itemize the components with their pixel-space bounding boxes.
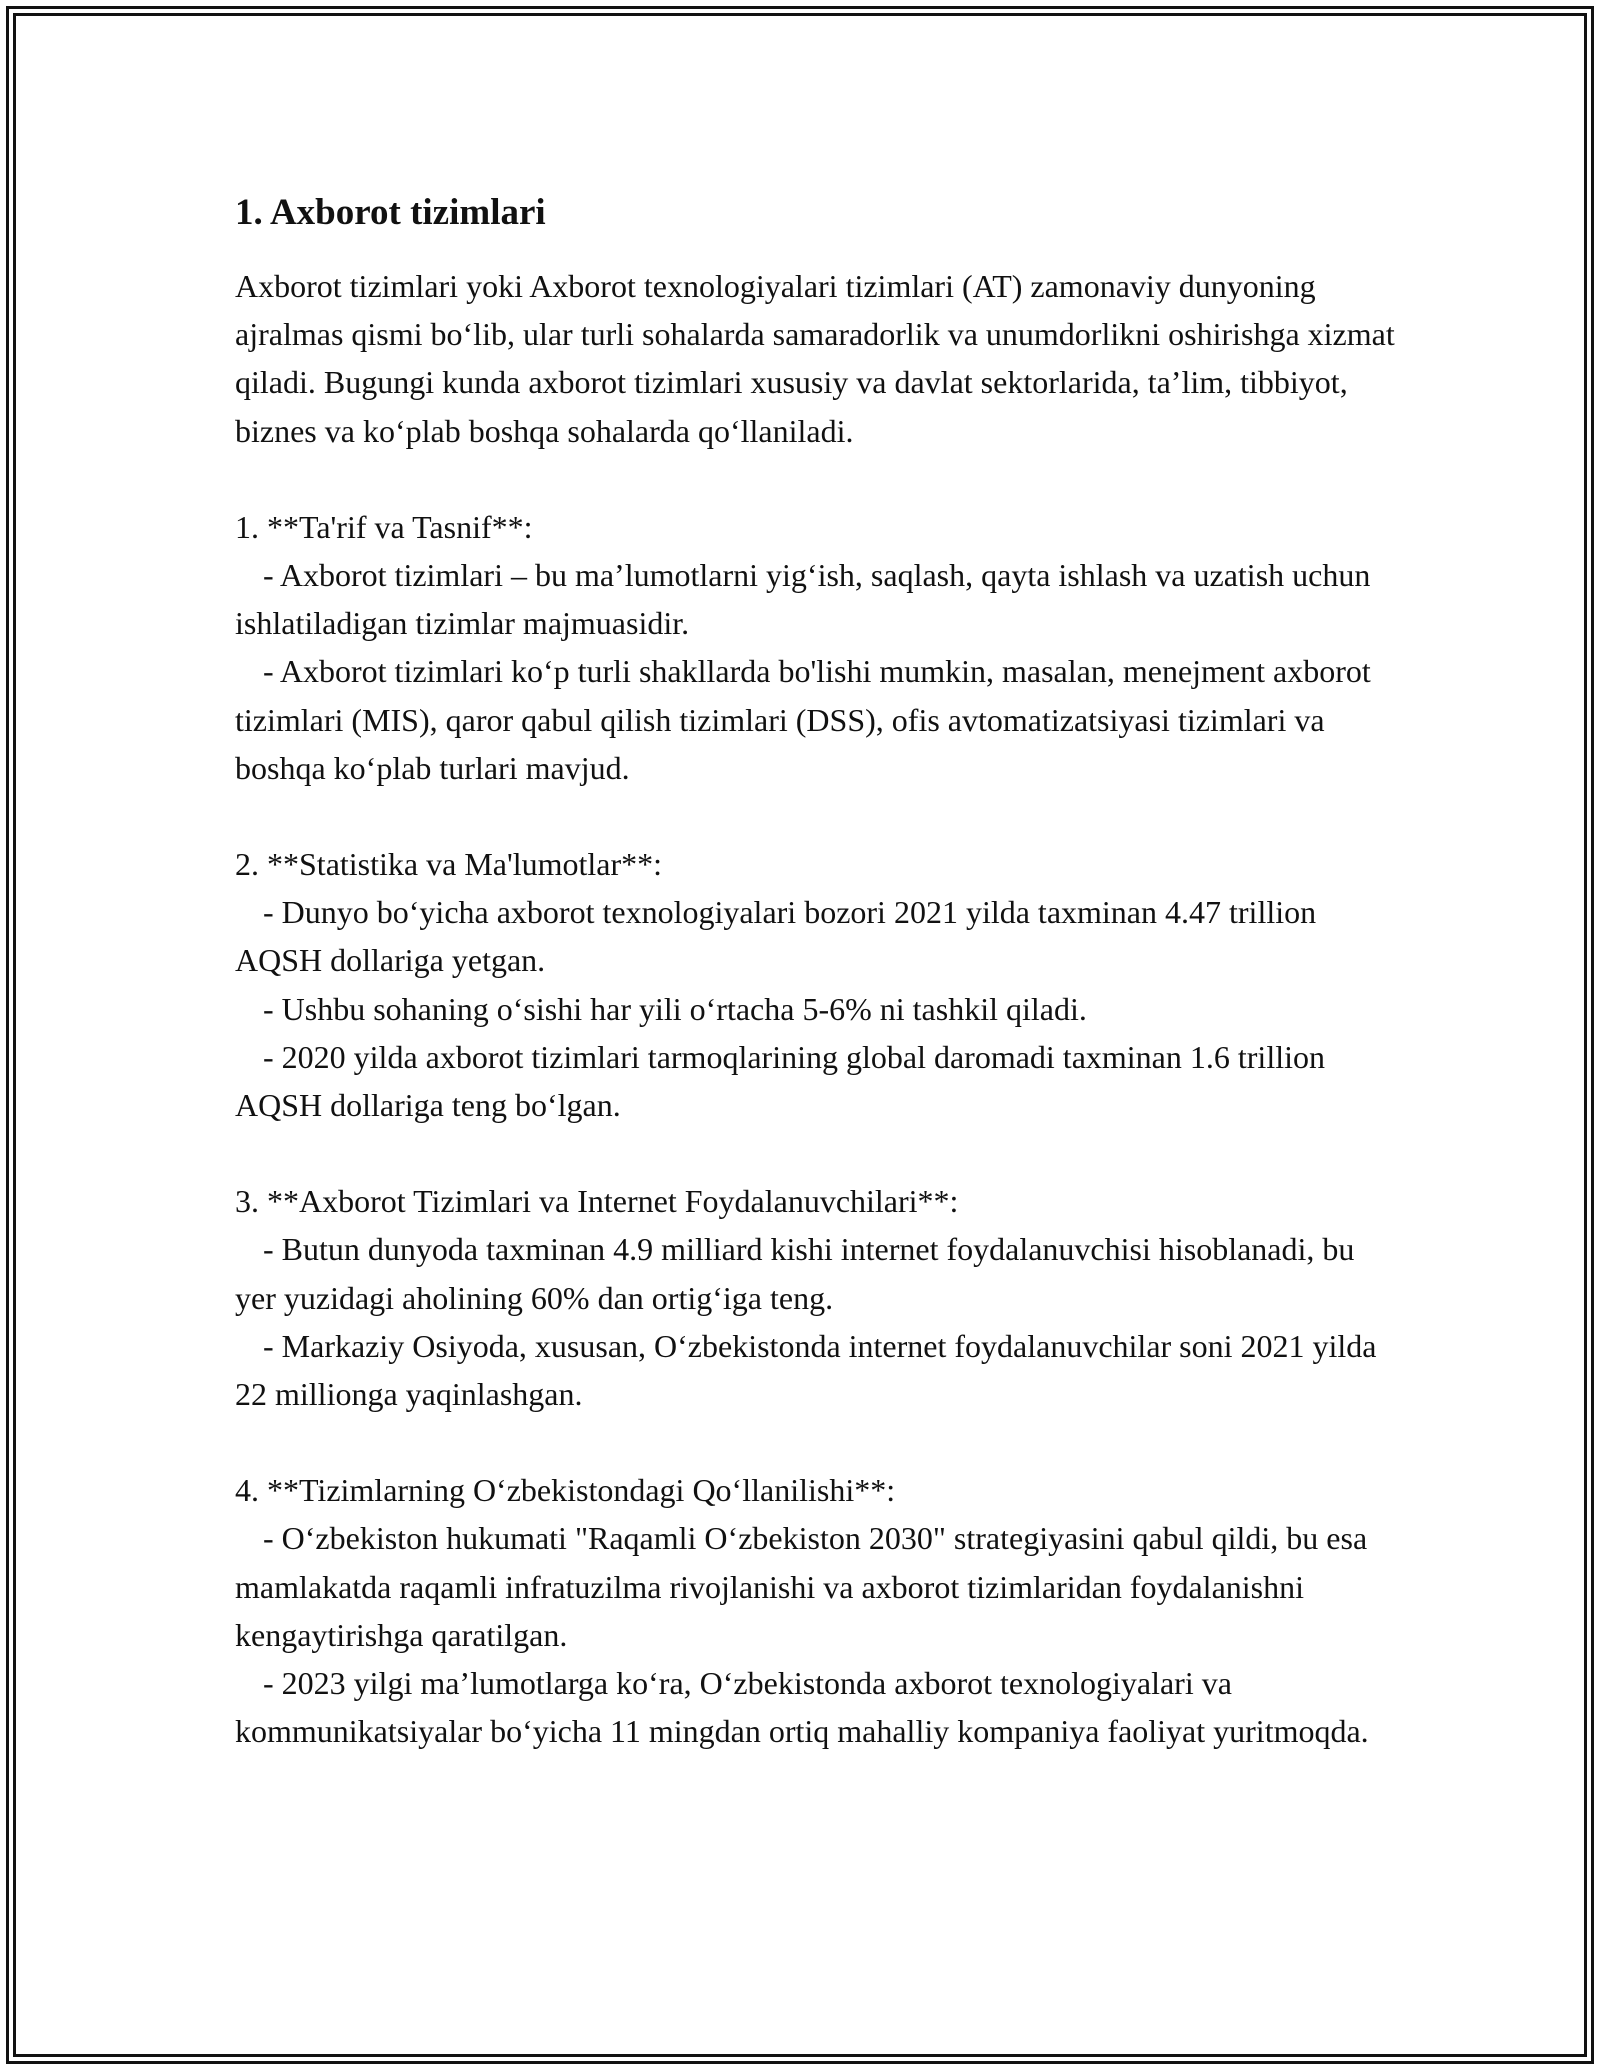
section-uzbekistan-usage: [235, 1466, 1395, 1755]
intro-paragraph: Axborot tizimlari yoki Axborot texnologiyalari tizimlari (AT) zamonaviy dunyoning ajralmas qismi bo‘lib, ular turli sohalarda samaradorlik va unumdorlikni oshirishga xizmat qiladi. Bugungi kunda axborot tizimlari xususiy va davlat sektorlarida, ta’lim, tibbiyot, biznes va ko‘plab boshqa sohalarda qo‘llaniladi.: [235, 268, 1395, 449]
list-item: - 2023 yilgi ma’lumotlarga ko‘ra, O‘zbekistonda axborot texnologiyalari va kommunikatsiyalar bo‘yicha 11 mingdan ortiq mahalliy kompaniya faoliyat yuritmoqda.: [235, 1665, 1369, 1750]
section-statistics: [235, 840, 1395, 1129]
section-heading: 2. **Statistika va Ma'lumotlar**:: [235, 846, 663, 883]
section-definition: [235, 503, 1395, 792]
document-title: 1. Axborot tizimlari: [235, 192, 546, 233]
section-internet-users: [235, 1177, 1395, 1418]
list-item: - Markaziy Osiyoda, xususan, O‘zbekistonda internet foydalanuvchilar soni 2021 yilda 22 millionga yaqinlashgan.: [235, 1327, 1377, 1413]
section-heading: 3. **Axborot Tizimlari va Internet Foydalanuvchilari**:: [235, 1183, 959, 1220]
section-heading: 1. **Ta'rif va Tasnif**:: [235, 508, 533, 545]
list-item: - Ushbu sohaning o‘sishi har yili o‘rtacha 5-6% ni tashkil qiladi.: [263, 990, 1087, 1027]
list-item: - Butun dunyoda taxminan 4.9 milliard kishi internet foydalanuvchisi hisoblanadi, bu yer yuzidagi aholining 60% dan ortig‘iga teng.: [235, 1231, 1355, 1316]
list-item: - Dunyo bo‘yicha axborot texnologiyalari bozori 2021 yilda taxminan 4.47 trillion AQSH dollariga yetgan.: [235, 894, 1317, 979]
section-heading: 4. **Tizimlarning O‘zbekistondagi Qo‘llanilishi**:: [235, 1472, 896, 1509]
document-body: [235, 188, 1395, 1755]
list-item: - Axborot tizimlari ko‘p turli shakllarda bo'lishi mumkin, masalan, menejment axborot tizimlari (MIS), qaror qabul qilish tizimlari (DSS), ofis avtomatizatsiyasi tizimlari va boshqa ko‘plab turlari mavjud.: [235, 653, 1371, 786]
list-item: - Axborot tizimlari – bu ma’lumotlarni yig‘ish, saqlash, qayta ishlash va uzatish uchun ishlatiladigan tizimlar majmuasidir.: [235, 557, 1371, 642]
list-item: - O‘zbekiston hukumati "Raqamli O‘zbekiston 2030" strategiyasini qabul qildi, bu esa mamlakatda raqamli infratuzilma rivojlanishi va axborot tizimlaridan foydalanishni kengaytirishga qaratilgan.: [235, 1520, 1368, 1653]
list-item: - 2020 yilda axborot tizimlari tarmoqlarining global daromadi taxminan 1.6 trillion AQSH dollariga teng bo‘lgan.: [235, 1038, 1325, 1124]
